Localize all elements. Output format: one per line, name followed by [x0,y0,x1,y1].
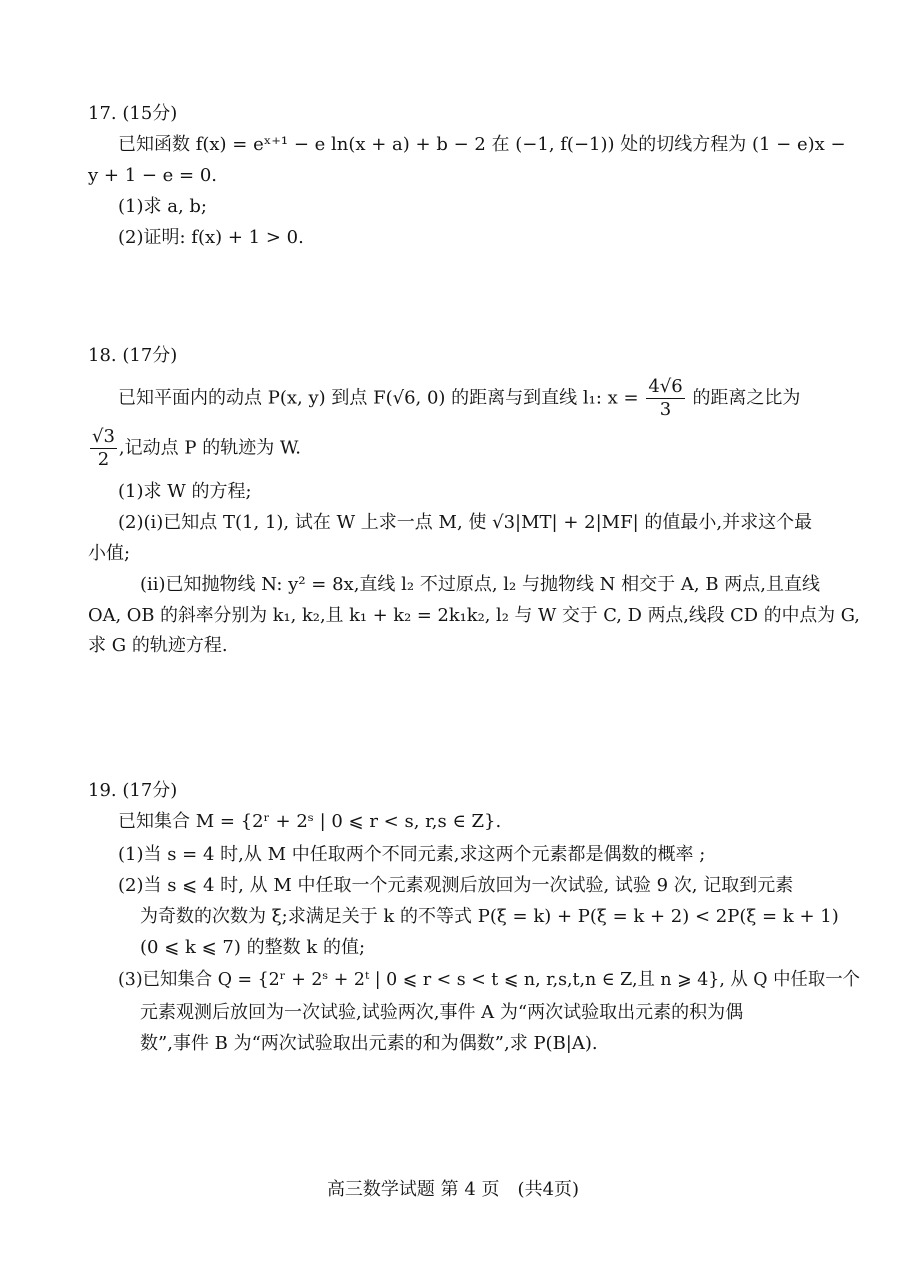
q17-part-2: (2)证明: f(x) + 1 > 0. [118,227,304,248]
q18-intro [118,376,800,421]
q18-part-2-ii-line-3: 求 G 的轨迹方程. [88,635,228,656]
q18-part-2-ii: (ii)已知抛物线 N: y² = 8x,直线 l₂ 不过原点, l₂ 与抛物线 N 相交于 A, B 两点,且直线 [140,574,820,595]
q19-part-3: (3)已知集合 Q = {2ʳ + 2ˢ + 2ᵗ | 0 ⩽ r < s < t ⩽ n, r,s,t,n ∈ Z,且 n ⩾ 4}, 从 Q 中任取一个 [118,969,861,990]
q18-fraction-directrix [646,376,684,421]
q18-frac2-num: √3 [92,426,115,447]
q19-header: 19. (17分) [88,780,178,801]
q17-part-1: (1)求 a, b; [118,196,207,217]
q19-part-1: (1)当 s = 4 时,从 M 中任取两个不同元素,求这两个元素都是偶数的概率 ; [118,844,706,865]
q18-frac1-num: 4√6 [648,376,683,397]
q19-part-2-line-2: 为奇数的次数为 ξ;求满足关于 k 的不等式 P(ξ = k) + P(ξ = k + 2) < 2P(ξ = k + 1) [140,906,839,927]
q18-intro-before: 已知平面内的动点 P(x, y) 到点 F(√6, 0) 的距离与到直线 l₁: x = [118,387,639,409]
q18-frac2-den: 2 [97,449,110,470]
q17-line-1: 已知函数 f(x) = eˣ⁺¹ − e ln(x + a) + b − 2 在 (−1, f(−1)) 处的切线方程为 (1 − e)x − [118,134,846,155]
q19-set-m: 已知集合 M = {2ʳ + 2ˢ | 0 ⩽ r < s, r,s ∈ Z}. [118,811,502,832]
q19-part-3-line-2: 元素观测后放回为一次试验,试验两次,事件 A 为“两次试验取出元素的积为偶 [140,1002,744,1023]
page-footer: 高三数学试题 第 4 页 (共4页) [326,1179,580,1200]
q18-fraction-ratio [90,426,117,471]
q18-frac1-den: 3 [659,399,672,420]
q18-intro-line-2-text: ,记动点 P 的轨迹为 W. [118,437,301,459]
q19-part-2: (2)当 s ⩽ 4 时, 从 M 中任取一个元素观测后放回为一次试验, 试验 9 次, 记取到元素 [118,875,794,896]
q18-intro-line-2 [88,426,301,471]
q17-line-2: y + 1 − e = 0. [88,165,218,186]
q18-part-1: (1)求 W 的方程; [118,481,252,502]
q19-part-3-line-3: 数”,事件 B 为“两次试验取出元素的和为偶数”,求 P(B|A). [140,1033,598,1054]
q17-header: 17. (15分) [88,103,178,124]
q18-part-2-i-cont: 小值; [88,543,131,564]
q19-part-2-line-3: (0 ⩽ k ⩽ 7) 的整数 k 的值; [140,937,366,958]
q18-part-2-ii-line-2: OA, OB 的斜率分别为 k₁, k₂,且 k₁ + k₂ = 2k₁k₂, l₂ 与 W 交于 C, D 两点,线段 CD 的中点为 G, [88,605,860,626]
q18-part-2-i: (2)(i)已知点 T(1, 1), 试在 W 上求一点 M, 使 √3|MT| + 2|MF| 的值最小,并求这个最 [118,512,813,533]
q18-intro-after: 的距离之比为 [692,387,801,409]
q18-header: 18. (17分) [88,345,178,366]
